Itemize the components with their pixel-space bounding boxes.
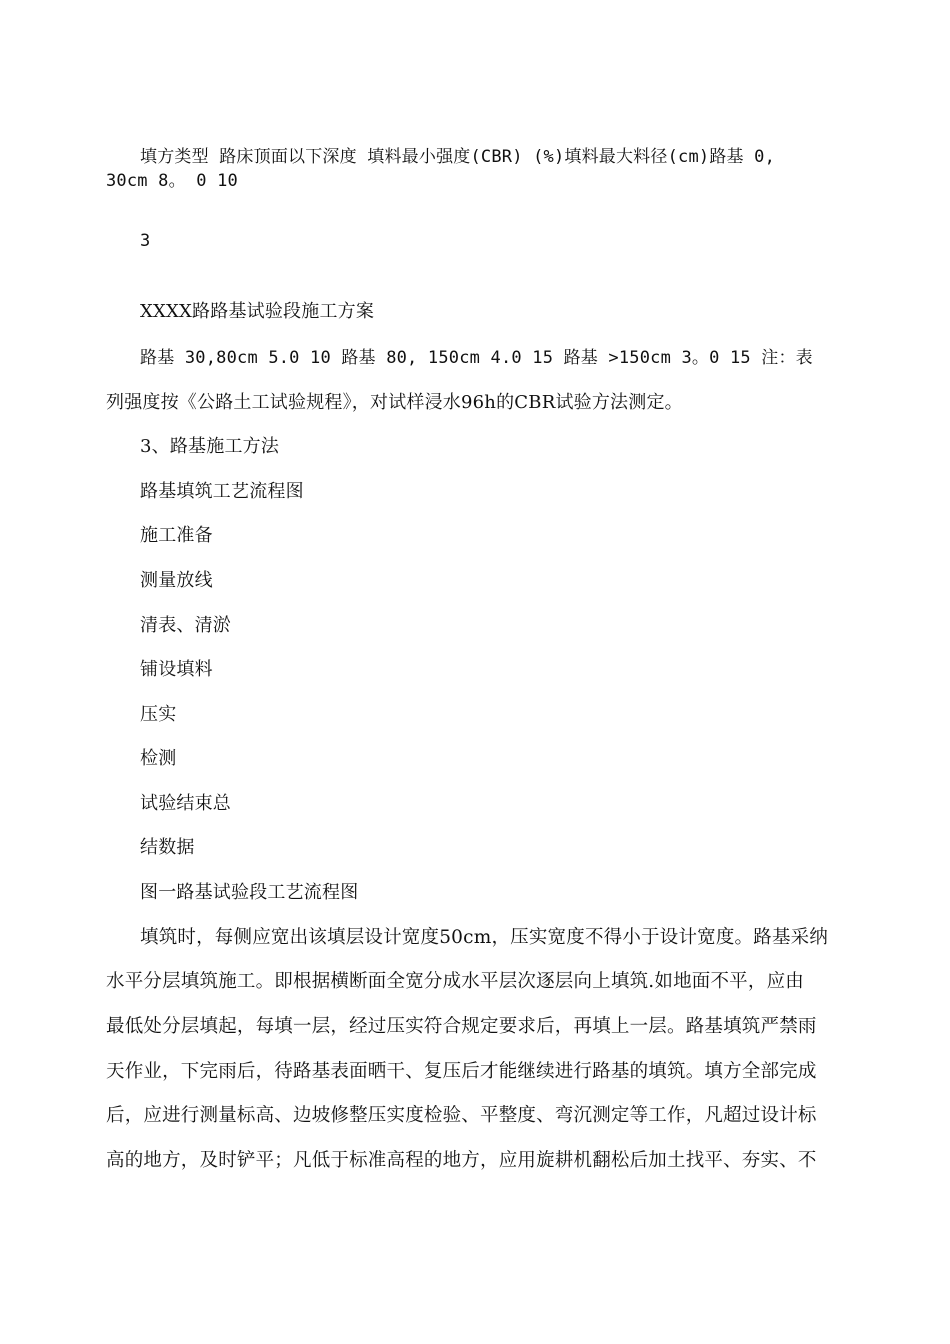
section-heading: 3、路基施工方法 — [140, 436, 280, 457]
page-number: 3 — [140, 231, 151, 251]
flow-step: 结数据 — [140, 837, 195, 858]
flowchart-title: 路基填筑工艺流程图 — [140, 481, 304, 502]
paragraph-line: 填筑时，每侧应宽出该填层设计宽度50cm，压实宽度不得小于设计宽度。路基采纳 — [140, 927, 829, 948]
flow-step: 试验结束总 — [140, 793, 231, 814]
table-text-line-1: 填方类型 路床顶面以下深度 填料最小强度(CBR) (%)填料最大料径(cm)路基 0, — [140, 147, 776, 167]
document-header-title: XXXX路路基试验段施工方案 — [140, 301, 375, 322]
paragraph-line: 最低处分层填起，每填一层，经过压实符合规定要求后，再填上一层。路基填筑严禁雨 — [106, 1016, 817, 1037]
table-text-line-3: 路基 30,80cm 5.0 10 路基 80, 150cm 4.0 15 路基 >150cm 3。0 15 注：表 — [140, 348, 813, 368]
flow-step: 铺设填料 — [140, 659, 213, 680]
flow-step: 施工准备 — [140, 525, 213, 546]
table-note: 列强度按《公路土工试验规程》，对试样浸水96h的CBR试验方法测定。 — [106, 392, 683, 413]
paragraph-line: 天作业，下完雨后，待路基表面晒干、复压后才能继续进行路基的填筑。填方全部完成 — [106, 1061, 817, 1082]
flow-step: 清表、清淤 — [140, 615, 231, 636]
paragraph-line: 水平分层填筑施工。即根据横断面全宽分成水平层次逐层向上填筑.如地面不平，应由 — [106, 971, 804, 992]
flow-step: 压实 — [140, 704, 177, 725]
table-text-line-2: 30cm 8。 0 10 — [106, 171, 238, 191]
flow-step: 测量放线 — [140, 570, 213, 591]
paragraph-line: 高的地方，及时铲平；凡低于标准高程的地方，应用旋耕机翻松后加土找平、夯实、不 — [106, 1150, 817, 1171]
figure-caption: 图一路基试验段工艺流程图 — [140, 882, 359, 903]
paragraph-line: 后，应进行测量标高、边坡修整压实度检验、平整度、弯沉测定等工作，凡超过设计标 — [106, 1105, 817, 1126]
flow-step: 检测 — [140, 748, 177, 769]
